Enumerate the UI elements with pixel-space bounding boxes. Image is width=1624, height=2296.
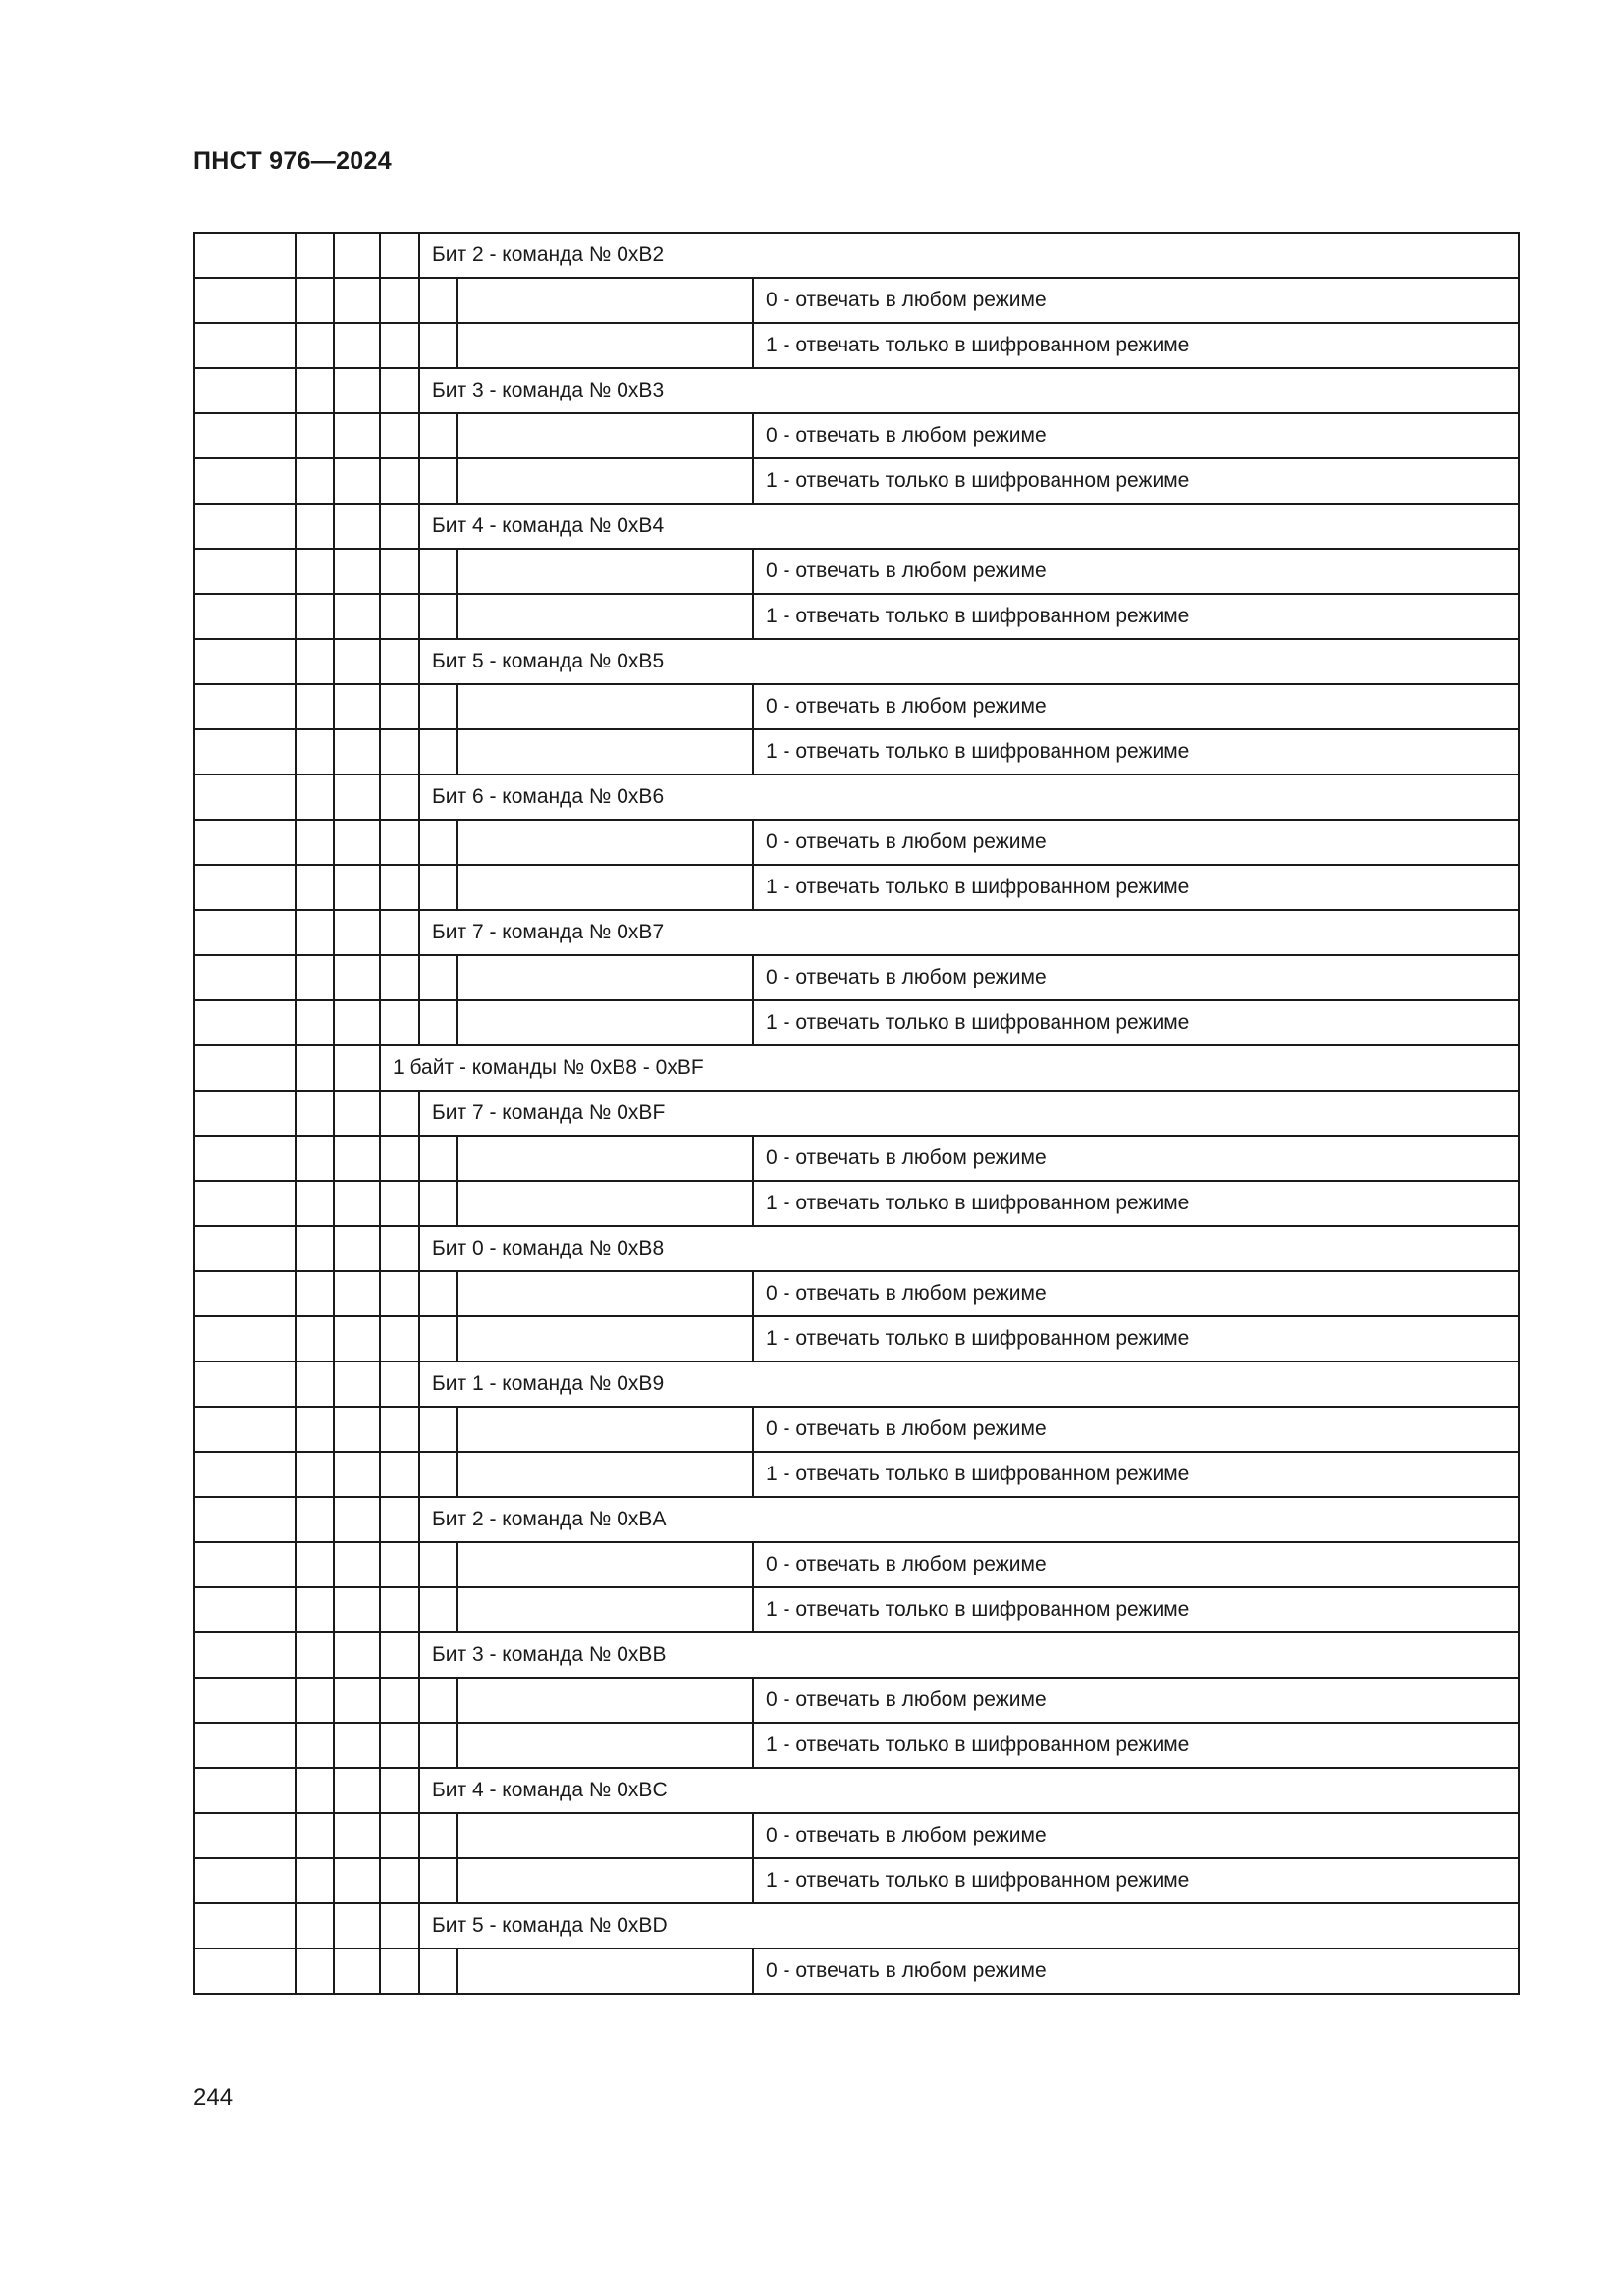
- empty-cell: [380, 1271, 419, 1316]
- empty-cell: [194, 549, 296, 594]
- spec-table: [193, 232, 1520, 1995]
- empty-cell: [457, 278, 753, 323]
- empty-cell: [334, 1091, 380, 1136]
- empty-cell: [194, 684, 296, 729]
- empty-cell: [457, 865, 753, 910]
- table-row-opt: [194, 820, 1519, 865]
- empty-cell: [194, 368, 296, 413]
- option-cell: 1 - отвечать только в шифрованном режиме: [753, 1316, 1519, 1362]
- table-row-opt: [194, 1000, 1519, 1045]
- empty-cell: [296, 1316, 334, 1362]
- empty-cell: [296, 1587, 334, 1632]
- empty-cell: [380, 910, 419, 955]
- option-cell: 0 - отвечать в любом режиме: [753, 1813, 1519, 1858]
- empty-cell: [296, 1542, 334, 1587]
- empty-cell: [194, 820, 296, 865]
- empty-cell: [380, 1136, 419, 1181]
- empty-cell: [334, 278, 380, 323]
- empty-cell: [380, 549, 419, 594]
- empty-cell: [380, 1362, 419, 1407]
- empty-cell: [419, 1407, 457, 1452]
- table-row-opt: [194, 278, 1519, 323]
- empty-cell: [380, 1407, 419, 1452]
- spec-table-body: [194, 233, 1519, 1994]
- table-row-bit: [194, 368, 1519, 413]
- option-cell: 0 - отвечать в любом режиме: [753, 955, 1519, 1000]
- empty-cell: [296, 1181, 334, 1226]
- empty-cell: [194, 323, 296, 368]
- bit-label-cell: Бит 2 - команда № 0xB2: [419, 233, 1519, 278]
- empty-cell: [419, 865, 457, 910]
- empty-cell: [296, 1362, 334, 1407]
- table-row-opt: [194, 549, 1519, 594]
- empty-cell: [380, 458, 419, 504]
- option-cell: 0 - отвечать в любом режиме: [753, 1678, 1519, 1723]
- empty-cell: [296, 1000, 334, 1045]
- option-cell: 0 - отвечать в любом режиме: [753, 1407, 1519, 1452]
- option-cell: 1 - отвечать только в шифрованном режиме: [753, 1723, 1519, 1768]
- empty-cell: [334, 865, 380, 910]
- empty-cell: [334, 1678, 380, 1723]
- empty-cell: [380, 1452, 419, 1497]
- empty-cell: [296, 1768, 334, 1813]
- page-number: 244: [193, 2084, 234, 2110]
- empty-cell: [194, 910, 296, 955]
- empty-cell: [419, 1949, 457, 1994]
- empty-cell: [380, 1587, 419, 1632]
- empty-cell: [380, 1542, 419, 1587]
- empty-cell: [457, 1316, 753, 1362]
- empty-cell: [194, 1813, 296, 1858]
- empty-cell: [457, 1181, 753, 1226]
- option-cell: 0 - отвечать в любом режиме: [753, 549, 1519, 594]
- empty-cell: [380, 1723, 419, 1768]
- empty-cell: [194, 955, 296, 1000]
- table-row-opt: [194, 1452, 1519, 1497]
- empty-cell: [457, 1407, 753, 1452]
- empty-cell: [380, 1858, 419, 1903]
- empty-cell: [296, 820, 334, 865]
- empty-cell: [194, 1226, 296, 1271]
- empty-cell: [380, 1632, 419, 1678]
- table-row-opt: [194, 1181, 1519, 1226]
- table-row-bit: [194, 1768, 1519, 1813]
- empty-cell: [419, 1858, 457, 1903]
- empty-cell: [296, 1949, 334, 1994]
- empty-cell: [296, 549, 334, 594]
- empty-cell: [296, 639, 334, 684]
- empty-cell: [334, 1542, 380, 1587]
- empty-cell: [419, 1271, 457, 1316]
- empty-cell: [296, 1678, 334, 1723]
- table-row-bit: [194, 1497, 1519, 1542]
- table-row-bit: [194, 233, 1519, 278]
- empty-cell: [334, 1136, 380, 1181]
- empty-cell: [334, 1407, 380, 1452]
- empty-cell: [334, 820, 380, 865]
- empty-cell: [457, 1136, 753, 1181]
- table-row-bit: [194, 1632, 1519, 1678]
- empty-cell: [457, 1271, 753, 1316]
- table-row-opt: [194, 413, 1519, 458]
- empty-cell: [334, 639, 380, 684]
- empty-cell: [194, 1045, 296, 1091]
- document-header: ПНСТ 976—2024: [193, 147, 392, 175]
- option-cell: 0 - отвечать в любом режиме: [753, 278, 1519, 323]
- empty-cell: [334, 1903, 380, 1949]
- empty-cell: [194, 1949, 296, 1994]
- empty-cell: [457, 955, 753, 1000]
- table-row-bit: [194, 504, 1519, 549]
- bit-label-cell: Бит 4 - команда № 0xBC: [419, 1768, 1519, 1813]
- bit-label-cell: Бит 4 - команда № 0xB4: [419, 504, 1519, 549]
- empty-cell: [380, 684, 419, 729]
- empty-cell: [194, 1271, 296, 1316]
- empty-cell: [419, 1316, 457, 1362]
- bit-label-cell: Бит 3 - команда № 0xB3: [419, 368, 1519, 413]
- empty-cell: [334, 729, 380, 774]
- empty-cell: [457, 1452, 753, 1497]
- empty-cell: [334, 1813, 380, 1858]
- option-cell: 0 - отвечать в любом режиме: [753, 1542, 1519, 1587]
- table-row-bit: [194, 1903, 1519, 1949]
- empty-cell: [380, 1678, 419, 1723]
- empty-cell: [194, 774, 296, 820]
- empty-cell: [194, 1632, 296, 1678]
- empty-cell: [457, 820, 753, 865]
- empty-cell: [380, 413, 419, 458]
- bit-label-cell: Бит 0 - команда № 0xB8: [419, 1226, 1519, 1271]
- empty-cell: [419, 1452, 457, 1497]
- empty-cell: [419, 1000, 457, 1045]
- empty-cell: [296, 1045, 334, 1091]
- table-row-opt: [194, 323, 1519, 368]
- empty-cell: [419, 1542, 457, 1587]
- empty-cell: [194, 1768, 296, 1813]
- table-row-bit: [194, 1226, 1519, 1271]
- empty-cell: [380, 955, 419, 1000]
- empty-cell: [194, 865, 296, 910]
- empty-cell: [419, 684, 457, 729]
- empty-cell: [194, 639, 296, 684]
- empty-cell: [457, 1587, 753, 1632]
- empty-cell: [194, 1678, 296, 1723]
- empty-cell: [296, 458, 334, 504]
- empty-cell: [334, 1045, 380, 1091]
- empty-cell: [457, 549, 753, 594]
- empty-cell: [194, 1362, 296, 1407]
- empty-cell: [194, 1000, 296, 1045]
- empty-cell: [194, 233, 296, 278]
- bit-label-cell: Бит 3 - команда № 0xBB: [419, 1632, 1519, 1678]
- empty-cell: [419, 1136, 457, 1181]
- empty-cell: [334, 1632, 380, 1678]
- empty-cell: [296, 684, 334, 729]
- empty-cell: [334, 1271, 380, 1316]
- empty-cell: [296, 1813, 334, 1858]
- empty-cell: [334, 504, 380, 549]
- option-cell: 1 - отвечать только в шифрованном режиме: [753, 594, 1519, 639]
- empty-cell: [380, 729, 419, 774]
- table-row-opt: [194, 1813, 1519, 1858]
- empty-cell: [380, 278, 419, 323]
- empty-cell: [194, 1542, 296, 1587]
- option-cell: 0 - отвечать в любом режиме: [753, 1271, 1519, 1316]
- empty-cell: [419, 1678, 457, 1723]
- empty-cell: [380, 368, 419, 413]
- empty-cell: [296, 368, 334, 413]
- empty-cell: [296, 955, 334, 1000]
- bit-label-cell: Бит 7 - команда № 0xBF: [419, 1091, 1519, 1136]
- empty-cell: [296, 1091, 334, 1136]
- table-row-bit: [194, 910, 1519, 955]
- table-row-bit: [194, 1091, 1519, 1136]
- empty-cell: [380, 594, 419, 639]
- empty-cell: [334, 323, 380, 368]
- empty-cell: [457, 413, 753, 458]
- empty-cell: [419, 413, 457, 458]
- empty-cell: [296, 233, 334, 278]
- empty-cell: [194, 1903, 296, 1949]
- empty-cell: [380, 504, 419, 549]
- empty-cell: [380, 1813, 419, 1858]
- empty-cell: [296, 1271, 334, 1316]
- empty-cell: [457, 1723, 753, 1768]
- empty-cell: [334, 368, 380, 413]
- empty-cell: [419, 549, 457, 594]
- empty-cell: [296, 774, 334, 820]
- empty-cell: [334, 458, 380, 504]
- empty-cell: [296, 910, 334, 955]
- empty-cell: [334, 774, 380, 820]
- empty-cell: [296, 1407, 334, 1452]
- empty-cell: [296, 865, 334, 910]
- empty-cell: [194, 1136, 296, 1181]
- option-cell: 0 - отвечать в любом режиме: [753, 684, 1519, 729]
- empty-cell: [334, 594, 380, 639]
- option-cell: 1 - отвечать только в шифрованном режиме: [753, 865, 1519, 910]
- empty-cell: [380, 639, 419, 684]
- empty-cell: [457, 1542, 753, 1587]
- option-cell: 1 - отвечать только в шифрованном режиме: [753, 1587, 1519, 1632]
- empty-cell: [334, 1181, 380, 1226]
- byte-label-cell: 1 байт - команды № 0xB8 - 0xBF: [380, 1045, 1519, 1091]
- option-cell: 1 - отвечать только в шифрованном режиме: [753, 323, 1519, 368]
- empty-cell: [296, 1497, 334, 1542]
- empty-cell: [457, 594, 753, 639]
- empty-cell: [296, 1452, 334, 1497]
- empty-cell: [296, 1226, 334, 1271]
- empty-cell: [334, 549, 380, 594]
- empty-cell: [296, 594, 334, 639]
- empty-cell: [296, 729, 334, 774]
- option-cell: 1 - отвечать только в шифрованном режиме: [753, 1858, 1519, 1903]
- table-row-opt: [194, 594, 1519, 639]
- option-cell: 1 - отвечать только в шифрованном режиме: [753, 458, 1519, 504]
- empty-cell: [457, 1000, 753, 1045]
- empty-cell: [296, 1632, 334, 1678]
- empty-cell: [380, 1316, 419, 1362]
- empty-cell: [334, 1497, 380, 1542]
- empty-cell: [457, 684, 753, 729]
- empty-cell: [194, 1091, 296, 1136]
- empty-cell: [334, 233, 380, 278]
- empty-cell: [419, 820, 457, 865]
- empty-cell: [334, 910, 380, 955]
- option-cell: 1 - отвечать только в шифрованном режиме: [753, 729, 1519, 774]
- empty-cell: [334, 1362, 380, 1407]
- bit-label-cell: Бит 5 - команда № 0xBD: [419, 1903, 1519, 1949]
- empty-cell: [380, 1768, 419, 1813]
- empty-cell: [419, 1723, 457, 1768]
- empty-cell: [296, 323, 334, 368]
- empty-cell: [380, 820, 419, 865]
- bit-label-cell: Бит 6 - команда № 0xB6: [419, 774, 1519, 820]
- empty-cell: [419, 594, 457, 639]
- table-row-bit: [194, 639, 1519, 684]
- empty-cell: [194, 1497, 296, 1542]
- empty-cell: [194, 504, 296, 549]
- empty-cell: [419, 278, 457, 323]
- table-row-opt: [194, 1949, 1519, 1994]
- table-row-opt: [194, 1271, 1519, 1316]
- empty-cell: [419, 1813, 457, 1858]
- table-row-byte: [194, 1045, 1519, 1091]
- empty-cell: [419, 729, 457, 774]
- empty-cell: [419, 955, 457, 1000]
- empty-cell: [296, 1903, 334, 1949]
- empty-cell: [380, 1903, 419, 1949]
- empty-cell: [296, 413, 334, 458]
- empty-cell: [334, 1768, 380, 1813]
- empty-cell: [334, 1723, 380, 1768]
- empty-cell: [380, 774, 419, 820]
- empty-cell: [334, 1858, 380, 1903]
- empty-cell: [194, 278, 296, 323]
- empty-cell: [457, 1678, 753, 1723]
- empty-cell: [296, 1858, 334, 1903]
- empty-cell: [334, 1000, 380, 1045]
- empty-cell: [194, 729, 296, 774]
- empty-cell: [334, 413, 380, 458]
- empty-cell: [419, 458, 457, 504]
- empty-cell: [194, 1587, 296, 1632]
- bit-label-cell: Бит 1 - команда № 0xB9: [419, 1362, 1519, 1407]
- empty-cell: [419, 1181, 457, 1226]
- table-row-opt: [194, 1316, 1519, 1362]
- table-row-bit: [194, 774, 1519, 820]
- empty-cell: [457, 1813, 753, 1858]
- table-row-opt: [194, 1542, 1519, 1587]
- empty-cell: [334, 1316, 380, 1362]
- empty-cell: [380, 1497, 419, 1542]
- empty-cell: [419, 323, 457, 368]
- option-cell: 1 - отвечать только в шифрованном режиме: [753, 1181, 1519, 1226]
- empty-cell: [334, 1226, 380, 1271]
- table-row-opt: [194, 684, 1519, 729]
- empty-cell: [380, 1226, 419, 1271]
- option-cell: 0 - отвечать в любом режиме: [753, 1949, 1519, 1994]
- table-row-opt: [194, 1723, 1519, 1768]
- empty-cell: [334, 1452, 380, 1497]
- empty-cell: [194, 1452, 296, 1497]
- table-row-opt: [194, 1858, 1519, 1903]
- empty-cell: [194, 413, 296, 458]
- empty-cell: [334, 684, 380, 729]
- table-row-opt: [194, 1407, 1519, 1452]
- empty-cell: [380, 1181, 419, 1226]
- empty-cell: [380, 1091, 419, 1136]
- empty-cell: [380, 1000, 419, 1045]
- empty-cell: [194, 594, 296, 639]
- empty-cell: [334, 1949, 380, 1994]
- empty-cell: [296, 504, 334, 549]
- table-row-opt: [194, 955, 1519, 1000]
- empty-cell: [296, 1136, 334, 1181]
- empty-cell: [194, 1407, 296, 1452]
- empty-cell: [194, 458, 296, 504]
- empty-cell: [296, 278, 334, 323]
- empty-cell: [296, 1723, 334, 1768]
- empty-cell: [194, 1723, 296, 1768]
- empty-cell: [380, 233, 419, 278]
- empty-cell: [380, 865, 419, 910]
- empty-cell: [457, 458, 753, 504]
- table-row-opt: [194, 1678, 1519, 1723]
- table-row-opt: [194, 1587, 1519, 1632]
- table-row-opt: [194, 1136, 1519, 1181]
- empty-cell: [194, 1316, 296, 1362]
- table-row-bit: [194, 1362, 1519, 1407]
- empty-cell: [194, 1858, 296, 1903]
- empty-cell: [457, 729, 753, 774]
- empty-cell: [457, 323, 753, 368]
- empty-cell: [334, 955, 380, 1000]
- option-cell: 0 - отвечать в любом режиме: [753, 820, 1519, 865]
- empty-cell: [334, 1587, 380, 1632]
- table-row-opt: [194, 729, 1519, 774]
- bit-label-cell: Бит 2 - команда № 0xBA: [419, 1497, 1519, 1542]
- option-cell: 0 - отвечать в любом режиме: [753, 413, 1519, 458]
- empty-cell: [194, 1181, 296, 1226]
- table-row-opt: [194, 458, 1519, 504]
- empty-cell: [419, 1587, 457, 1632]
- empty-cell: [457, 1949, 753, 1994]
- empty-cell: [380, 1949, 419, 1994]
- option-cell: 1 - отвечать только в шифрованном режиме: [753, 1000, 1519, 1045]
- bit-label-cell: Бит 7 - команда № 0xB7: [419, 910, 1519, 955]
- bit-label-cell: Бит 5 - команда № 0xB5: [419, 639, 1519, 684]
- option-cell: 1 - отвечать только в шифрованном режиме: [753, 1452, 1519, 1497]
- empty-cell: [457, 1858, 753, 1903]
- option-cell: 0 - отвечать в любом режиме: [753, 1136, 1519, 1181]
- table-row-opt: [194, 865, 1519, 910]
- empty-cell: [380, 323, 419, 368]
